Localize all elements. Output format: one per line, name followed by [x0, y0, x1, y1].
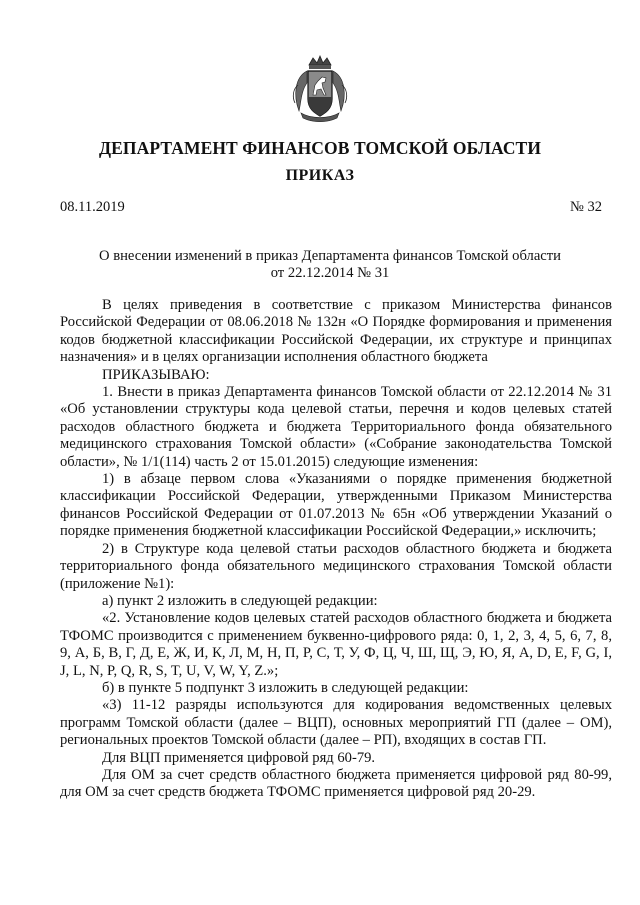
- preamble-paragraph: В целях приведения в соответствие с приказом Министерства финансов Российской Федерации от 08.06.2018 № 132н «О Порядке формирования и применения кодов бюджетной классификации Российской Федерации, их структуре и принципах назначения» и в целях организации исполнения областного бюджета: [60, 297, 612, 366]
- order-directive: ПРИКАЗЫВАЮ:: [102, 366, 210, 383]
- order-body: [60, 297, 612, 802]
- item-a-paragraph: а) пункт 2 изложить в следующей редакции:: [102, 592, 378, 609]
- clause-1-paragraph: 1. Внести в приказ Департамента финансов Томской области от 22.12.2014 № 31 «Об установлении структуры кода целевой статьи, перечня и кодов целевых статей расходов областного бюджета и бюджета Территориального фонда обязательного медицинского страхования Томской области» («Собрание законодательства Томской области», № 1/1(114) часть 2 от 15.01.2015) следующие изменения:: [60, 384, 612, 470]
- item-a-text-paragraph: «2. Установление кодов целевых статей расходов областного бюджета и бюджета ТФОМС производится с применением буквенно-цифрового ряда: 0, 1, 2, 3, 4, 5, 6, 7, 8, 9, А, Б, В, Г, Д, Е, Ж, И, К, Л, М, Н, П, Р, С, Т, У, Ф, Ц, Ч, Ш, Щ, Э, Ю, Я, A, D, E, F, G, I, J, L, N, P, Q, R, S, T, U, V, W, Y, Z.»;: [60, 610, 612, 679]
- item-b-paragraph: б) в пункте 5 подпункт 3 изложить в следующей редакции:: [102, 679, 469, 696]
- om-range-paragraph: Для ОМ за счет средств областного бюджета применяется цифровой ряд 80-99, для ОМ за счет средств бюджета ТФОМС применяется цифровой ряд 20-29.: [60, 766, 612, 801]
- department-title: ДЕПАРТАМЕНТ ФИНАНСОВ ТОМСКОЙ ОБЛАСТИ: [98, 138, 542, 158]
- document-type-title: ПРИКАЗ: [285, 167, 355, 184]
- subclause-2-paragraph: 2) в Структуре кода целевой статьи расходов областного бюджета и бюджета территориального фонда обязательного медицинского страхования Томской области (приложение №1):: [60, 540, 612, 592]
- order-date: 08.11.2019: [60, 199, 125, 215]
- item-b-text-paragraph: «3) 11-12 разряды используются для кодирования ведомственных целевых программ Томской области (далее – ВЦП), основных мероприятий ГП (далее – ОМ), региональных проектов Томской области (далее – РП), входящих в состав ГП.: [60, 697, 612, 749]
- subclause-1-paragraph: 1) в абзаце первом слова «Указаниями о порядке применения бюджетной классификации Российской Федерации, утвержденными Приказом Министерства финансов Российской Федерации от 01.07.2013 № 65н «Об утверждении Указаний о порядке применения бюджетной классификации Российской Федерации,» исключить;: [60, 471, 612, 540]
- subject-line-1: О внесении изменений в приказ Департамента финансов Томской области: [99, 248, 561, 264]
- order-subject: [70, 248, 590, 282]
- subject-line-2: от 22.12.2014 № 31: [270, 265, 390, 281]
- tomsk-coat-of-arms-emblem: [289, 55, 351, 125]
- order-number: № 32: [570, 199, 602, 215]
- vcp-range-paragraph: Для ВЦП применяется цифровой ряд 60-79.: [102, 749, 376, 766]
